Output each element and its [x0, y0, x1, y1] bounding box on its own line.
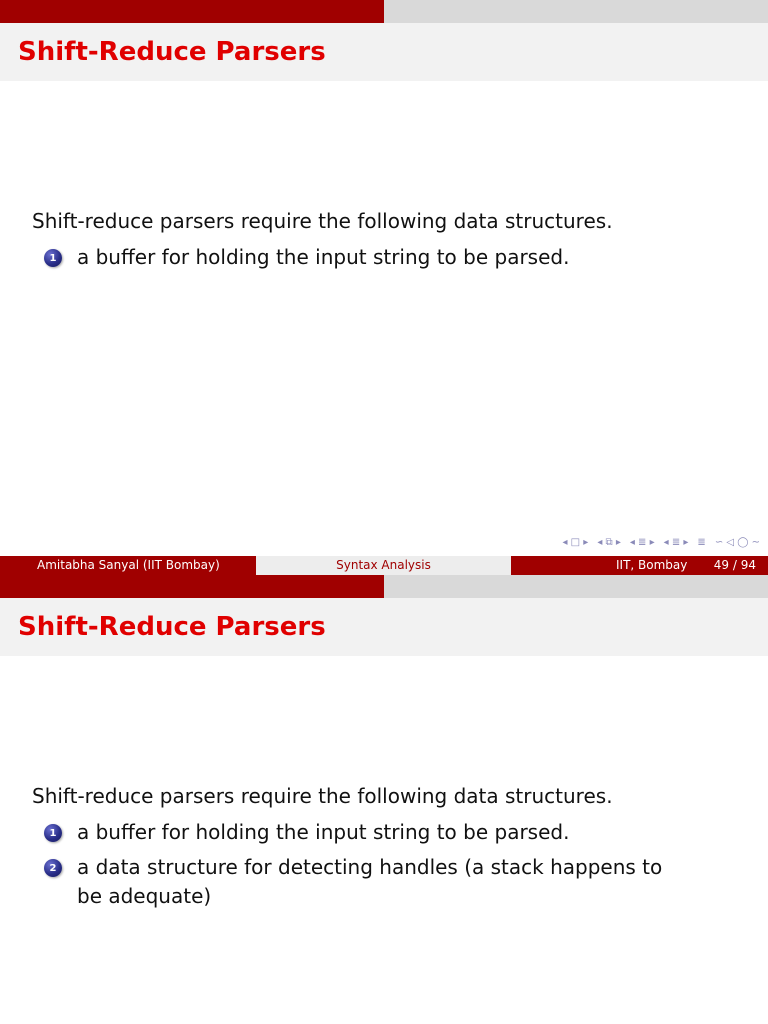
slide-footer: [0, 556, 768, 575]
numbered-bullet-icon: 2: [44, 859, 62, 877]
numbered-bullet-icon: 1: [44, 249, 62, 267]
footer-institution-block: [511, 556, 768, 575]
slide-top-bar: [0, 575, 768, 598]
nav-subsection-icon[interactable]: ◂ ⧉ ▸: [597, 537, 621, 548]
footer-page-number: 49 / 94: [713, 558, 756, 572]
list-item-text: a data structure for detecting handles (a stack happens to be adequate): [77, 855, 663, 908]
footer-talk-title: Syntax Analysis: [256, 556, 511, 575]
title-band: [0, 598, 768, 656]
list-item: [44, 820, 744, 847]
top-bar-gray: [384, 0, 768, 23]
list-item: [44, 855, 684, 911]
slide-50: [0, 575, 768, 1024]
nav-search-back-icon[interactable]: ∽ ◁ ◯ ∼: [714, 537, 760, 548]
top-bar-red: [0, 0, 384, 23]
nav-document-icon[interactable]: ≣: [697, 537, 706, 548]
intro-text: Shift-reduce parsers require the following data structures.: [32, 209, 613, 233]
numbered-bullet-icon: 1: [44, 824, 62, 842]
top-bar-gray: [384, 575, 768, 598]
footer-institution: IIT, Bombay: [616, 558, 688, 572]
list-item-text: a buffer for holding the input string to be parsed.: [77, 820, 570, 844]
nav-section-icon[interactable]: ◂ ≣ ▸: [629, 537, 655, 548]
list-item: [44, 245, 744, 272]
beamer-navigation: [562, 537, 760, 548]
list-item-text: a buffer for holding the input string to be parsed.: [77, 245, 570, 269]
slide-title: Shift-Reduce Parsers: [18, 612, 326, 642]
nav-subsection-list-icon[interactable]: ◂ ≣ ▸: [663, 537, 689, 548]
top-bar-red: [0, 575, 384, 598]
slide-top-bar: [0, 0, 768, 23]
intro-text: Shift-reduce parsers require the following data structures.: [32, 784, 613, 808]
title-band: [0, 23, 768, 81]
nav-frame-icon[interactable]: ◂ □ ▸: [562, 537, 589, 548]
slide-title: Shift-Reduce Parsers: [18, 37, 326, 67]
footer-author: Amitabha Sanyal (IIT Bombay): [0, 556, 256, 575]
